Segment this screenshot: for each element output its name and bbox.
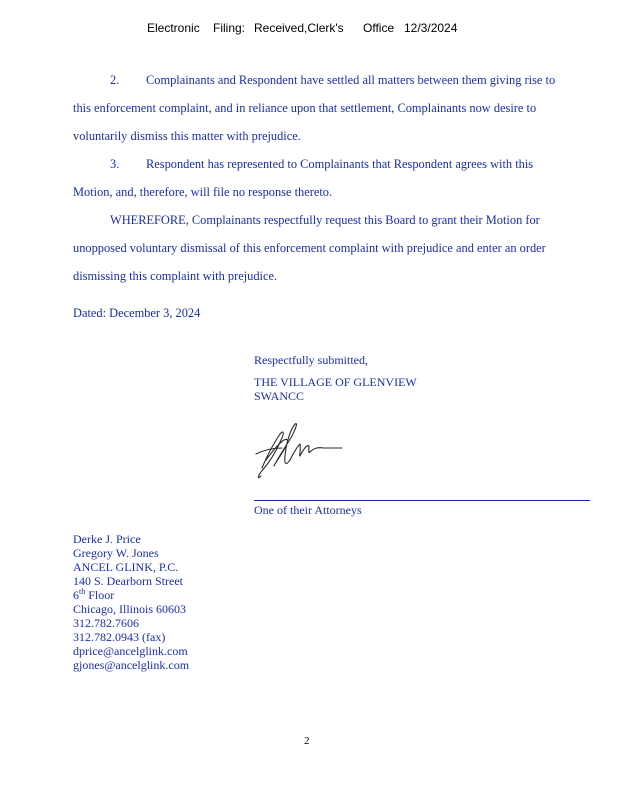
wherefore-line-2: unopposed voluntary dismissal of this enforcement complaint with prejudice and enter an order <box>73 241 546 255</box>
fax: 312.782.0943 (fax) <box>73 630 166 644</box>
email-dprice[interactable]: dprice@ancelglink.com <box>73 644 188 658</box>
firm-name: ANCEL GLINK, P.C. <box>73 560 179 574</box>
floor-number: 6 <box>73 588 79 602</box>
paragraph-2-line-2: this enforcement complaint, and in reliance upon that settlement, Complainants now desire to <box>73 101 537 115</box>
party-swancc: SWANCC <box>254 389 305 403</box>
phone: 312.782.7606 <box>73 616 139 630</box>
signature-line <box>254 500 590 501</box>
attorney-address-block <box>73 532 189 672</box>
floor-word: Floor <box>88 588 115 602</box>
paragraph-2-number: 2. <box>110 73 120 87</box>
header-date: 12/3/2024 <box>404 21 458 35</box>
header-received: Received,Clerk's <box>254 21 344 35</box>
floor <box>73 588 189 602</box>
paragraph-3-line-2: Motion, and, therefore, will file no response thereto. <box>73 185 333 199</box>
wherefore-line-3: dismissing this complaint with prejudice. <box>73 269 278 283</box>
paragraph-2-line-3: voluntarily dismiss this matter with prejudice. <box>73 129 301 143</box>
handwritten-signature <box>252 410 347 482</box>
paragraph-3-number: 3. <box>110 157 120 171</box>
attorney-name-2: Gregory W. Jones <box>73 546 159 560</box>
wherefore-line-1: WHEREFORE, Complainants respectfully request this Board to grant their Motion for <box>110 213 540 227</box>
closing: Respectfully submitted, <box>254 353 368 367</box>
page-number: 2 <box>304 735 310 747</box>
header-electronic: Electronic <box>147 21 200 35</box>
paragraph-2-line-1: Complainants and Respondent have settled all matters between them giving rise to <box>146 73 556 87</box>
paragraph-3-line-1: Respondent has represented to Complainants that Respondent agrees with this <box>146 157 534 171</box>
party-village-of-glenview: THE VILLAGE OF GLENVIEW <box>254 375 417 389</box>
header-office: Office <box>363 21 395 35</box>
street-address: 140 S. Dearborn Street <box>73 574 183 588</box>
attorney-name-1: Derke J. Price <box>73 532 141 546</box>
floor-suffix: th <box>79 587 86 596</box>
attorney-role: One of their Attorneys <box>254 503 362 517</box>
header-filing: Filing: <box>213 21 246 35</box>
email-gjones[interactable]: gjones@ancelglink.com <box>73 658 190 672</box>
city-state-zip: Chicago, Illinois 60603 <box>73 602 186 616</box>
dated-line: Dated: December 3, 2024 <box>73 306 201 320</box>
